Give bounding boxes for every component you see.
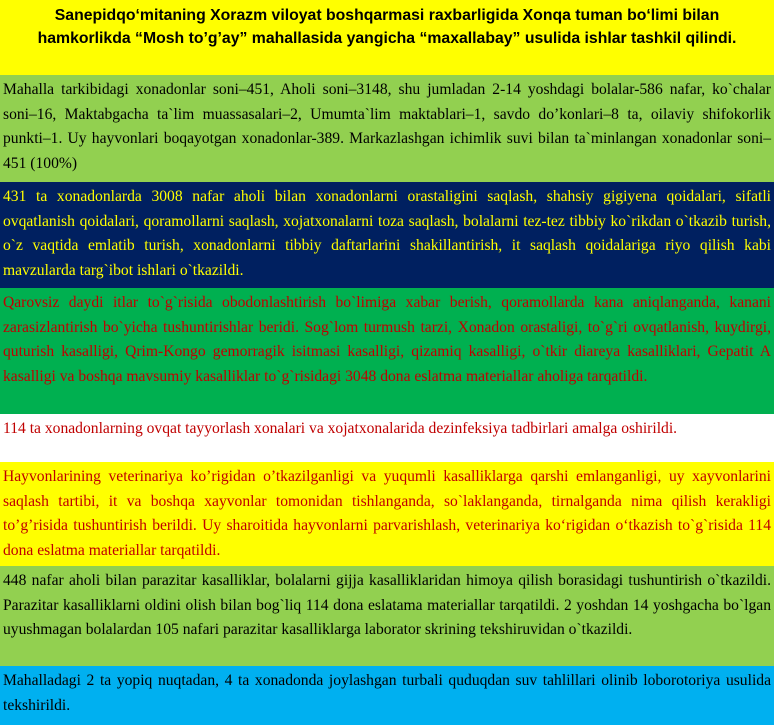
veterinary-paragraph: Hayvonlarining veterinariya ko’rigidan o’tkazilganligi va yuqumli kasalliklarga qarshi emlanganligi, uy xayvonlarini saqlash tartibi, it va boshqa xayvonlar tomonidan tishlanganda, so`laklanganda, tirnalganda nima qilish kerakligi to’g’risida tushuntirish berildi. Uy sharoitida hayvonlarni parvarishlash, veterinariya ko‘rigidan o‘tkazish to`g`risida 114 dona eslatma materiallar tarqatildi.	[0, 462, 774, 566]
mahalla-statistics-paragraph: Mahalla tarkibidagi xonadonlar soni–451, Aholi soni–3148, shu jumladan 2-14 yoshdagi bolalar-586 nafar, ko`chalar soni–16, Maktabgacha ta`lim muassasalari–2, Umumta`lim maktablari–1, savdo do’konlari–8 ta, oilaviy shifokorlik punkti–1. Uy hayvonlari boqayotgan xonadonlar-389. Markazlashgan ichimlik suvi bilan ta`minlangan xonadonlar soni–451 (100%)	[0, 75, 774, 182]
disinfection-paragraph: 114 ta xonadonlarning ovqat tayyorlash xonalari va xojatxonalarida dezinfeksiya tadbirlari amalga oshirildi.	[0, 414, 774, 462]
parasitic-diseases-paragraph: 448 nafar aholi bilan parazitar kasalliklar, bolalarni gijja kasalliklaridan himoya qilish borasidagi tushuntirish o`tkazildi. Parazitar kasalliklarni oldini olish bilan bog`liq 114 dona eslatama materiallar tarqatildi. 2 yoshdan 14 yoshgacha bo`lgan uyushmagan bolalardan 105 nafari parazitar kasalliklarga laborator skrining tekshiruvidan o`tkazildi.	[0, 566, 774, 666]
document-title: Sanepidqo‘mitaning Xorazm viloyat boshqarmasi raxbarligida Xonqa tuman bo‘limi bilan hamkorlikda “Mosh to’g’ay” mahallasida yangicha “maxallabay” usulida ishlar tashkil qilindi.	[0, 0, 774, 75]
sanitation-promotion-paragraph: 431 ta xonadonlarda 3008 nafar aholi bilan xonadonlarni orastaligini saqlash, shahsiy gigiyena qoidalari, sifatli ovqatlanish qoidalari, qoramollarni saqlash, xojatxonalarni toza saqlash, bolalarni tez-tez tibbiy ko`rikdan o`tkazib turish, o`z vaqtida emlatib turish, xonadonlarni tibbiy daftarlarini shakillantirish, it saqlash qoidalariga riyo qilish kabi mavzularda targ`ibot ishlari o`tkazildi.	[0, 182, 774, 288]
disease-awareness-paragraph: Qarovsiz daydi itlar to`g`risida obodonlashtirish bo`limiga xabar berish, qoramollarda kana aniqlanganda, kanani zarasizlantirish bo`yicha tushuntirishlar beridi. Sog`lom turmush tarzi, Xonadon orastaligi, to`g`ri ovqatlanish, kuydirgi, quturish kasalligi, Qrim-Kongo gemorragik isitmasi kasalligi, qizamiq kasalligi, o`tkir diareya kasalliklari, Gepatit A kasalligi va boshqa mavsumiy kasalliklar to`g`risidagi 3048 dona eslatma materiallar aholiga tarqatildi.	[0, 288, 774, 414]
water-analysis-paragraph: Mahalladagi 2 ta yopiq nuqtadan, 4 ta xonadonda joylashgan turbali quduqdan suv tahlillari olinib loborotoriya usulida tekshirildi.	[0, 666, 774, 725]
